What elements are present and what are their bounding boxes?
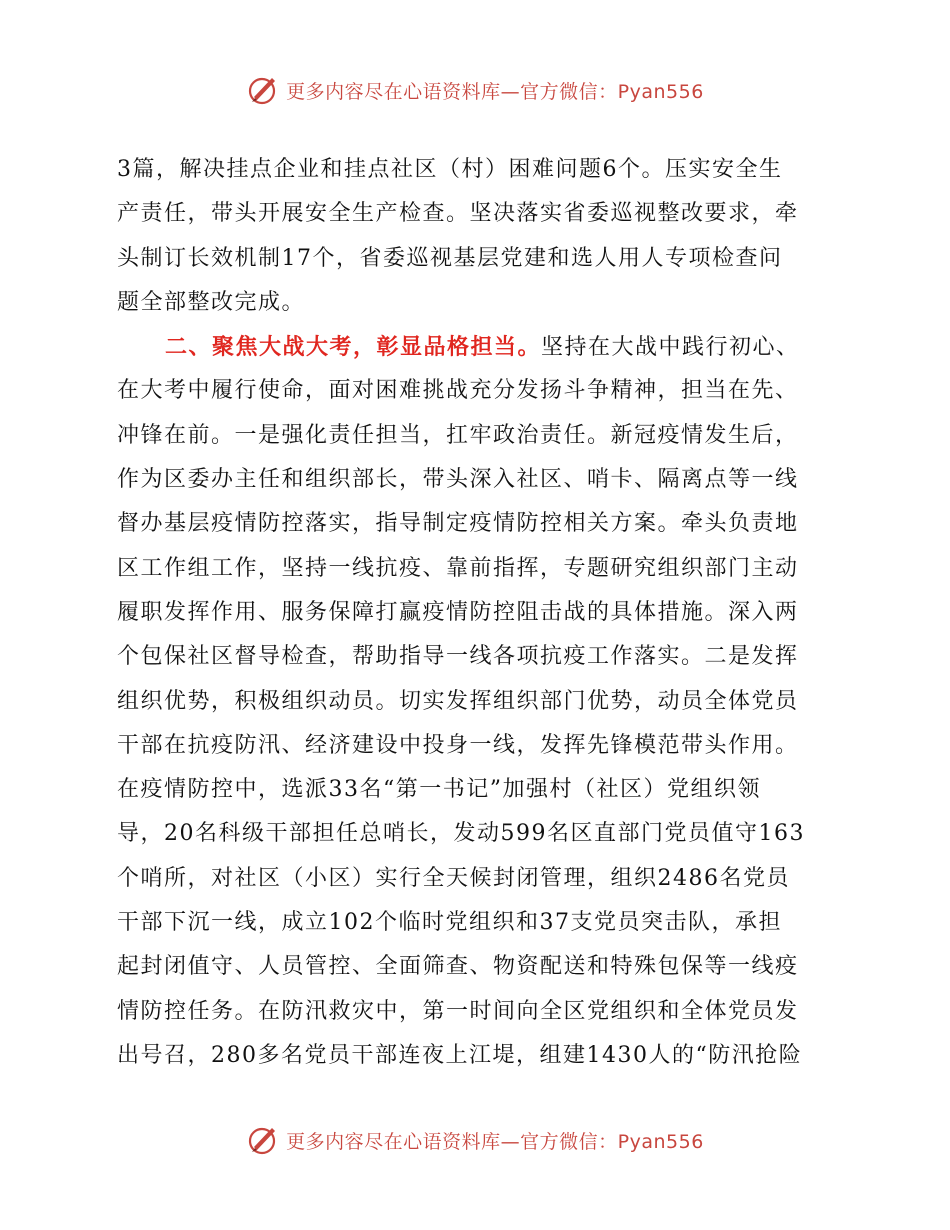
text-line: 个哨所，对社区（小区）实行全天候封闭管理，组织2486名党员 <box>117 865 790 891</box>
text-line: 组织优势，积极组织动员。切实发挥组织部门优势，动员全体党员 <box>117 688 799 714</box>
quill-pen-logo-icon <box>246 1122 282 1158</box>
text-line: 产责任，带头开展安全生产检查。坚决落实省委巡视整改要求，牵 <box>117 201 799 227</box>
text-line: 干部在抗疫防汛、经济建设中投身一线，发挥先锋模范带头作用。 <box>117 732 799 758</box>
text-line: 在大考中履行使命，面对困难挑战充分发扬斗争精神，担当在先、 <box>117 378 799 404</box>
text-line: 个包保社区督导检查，帮助指导一线各项抗疫工作落实。二是发挥 <box>117 644 799 670</box>
header-banner <box>0 70 950 110</box>
text-line: 3篇，解决挂点企业和挂点社区（村）困难问题6个。压实安全生 <box>117 157 783 182</box>
quill-pen-logo-icon <box>246 72 282 108</box>
footer-banner <box>0 1120 950 1160</box>
text-run: 坚持在大战中践行初心、 <box>541 335 800 361</box>
paragraph-1 <box>117 148 837 325</box>
text-line: 作为区委办主任和组织部长，带头深入社区、哨卡、隔离点等一线 <box>117 467 799 493</box>
text-line: 情防控任务。在防汛救灾中，第一时间向全区党组织和全体党员发 <box>117 998 799 1024</box>
paragraph-2 <box>117 325 837 1078</box>
text-line: 出号召，280多名党员干部连夜上江堤，组建1430人的“防汛抢险 <box>117 1042 803 1068</box>
document-body <box>117 148 837 1078</box>
text-line: 干部下沉一线，成立102个临时党组织和37支党员突击队，承担 <box>117 910 782 936</box>
text-line: 起封闭值守、人员管控、全面筛查、物资配送和特殊包保等一线疫 <box>117 954 799 980</box>
text-line: 区工作组工作，坚持一线抗疫、靠前指挥，专题研究组织部门主动 <box>117 555 799 581</box>
header-banner-text: 更多内容尽在心语资料库—官方微信：Pyan556 <box>286 80 704 103</box>
text-line: 冲锋在前。一是强化责任担当，扛牢政治责任。新冠疫情发生后， <box>117 422 799 448</box>
section-heading: 二、聚焦大战大考，彰显品格担当。 <box>165 334 542 361</box>
text-line: 督办基层疫情防控落实，指导制定疫情防控相关方案。牵头负责地 <box>117 511 799 537</box>
text-line: 履职发挥作用、服务保障打赢疫情防控阻击战的具体措施。深入两 <box>117 599 799 625</box>
text-line: 在疫情防控中，选派33名“第一书记”加强村（社区）党组织领 <box>117 777 761 803</box>
footer-banner-text: 更多内容尽在心语资料库—官方微信：Pyan556 <box>286 1130 704 1153</box>
text-line: 导，20名科级干部担任总哨长，发动599名区直部门党员值守163 <box>117 821 805 847</box>
paragraph-2-first-line <box>117 325 837 369</box>
text-line: 头制订长效机制17个，省委巡视基层党建和选人用人专项检查问 <box>117 245 783 271</box>
text-line: 题全部整改完成。 <box>117 289 306 315</box>
